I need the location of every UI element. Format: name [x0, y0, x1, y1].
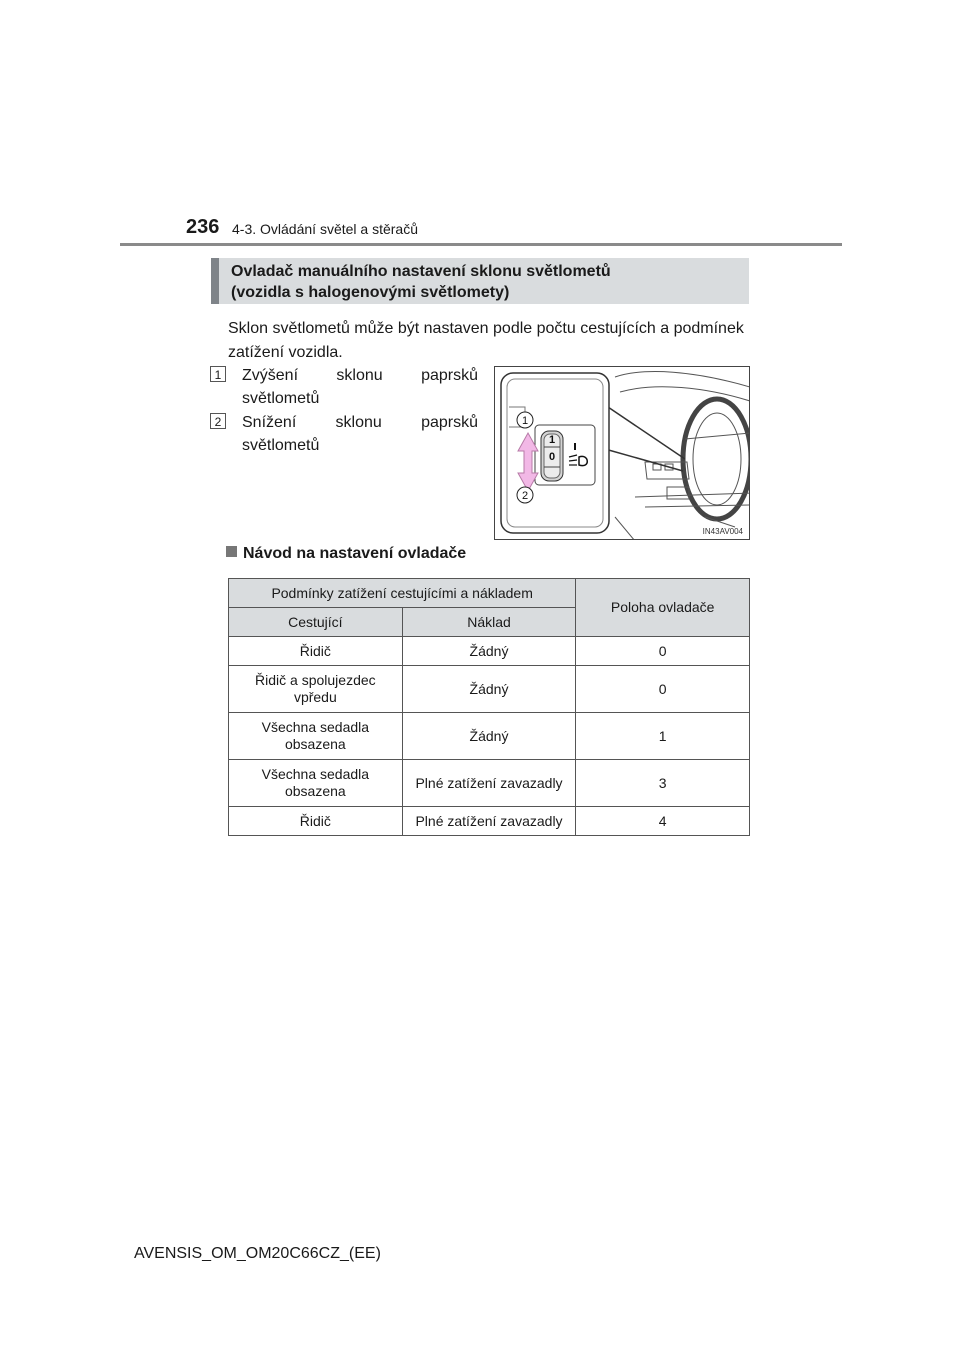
document-footer-code: AVENSIS_OM_OM20C66CZ_(EE)	[134, 1245, 381, 1262]
table-row	[229, 637, 750, 666]
section-title-box	[211, 258, 749, 304]
cell-cargo: Žádný	[402, 713, 576, 760]
table-row	[229, 713, 750, 760]
figure-callout-1: 1	[521, 415, 529, 427]
header-divider	[120, 243, 842, 246]
cell-cargo: Žádný	[402, 637, 576, 666]
cell-position: 1	[576, 713, 750, 760]
cell-position: 0	[576, 666, 750, 713]
cell-passengers: Řidič a spolujezdec vpředu	[229, 666, 403, 713]
cell-position: 4	[576, 807, 750, 836]
cell-passengers: Všechna sedadla obsazena	[229, 760, 403, 807]
table-row	[229, 760, 750, 807]
step-number: 1	[210, 366, 226, 382]
step-text: Zvýšení sklonu paprsků světlometů	[242, 367, 478, 407]
adjustment-guide-heading	[226, 545, 466, 563]
square-bullet-icon	[226, 546, 237, 557]
cell-position: 0	[576, 637, 750, 666]
table-header-passengers: Cestující	[229, 608, 403, 637]
illustration-drawing	[495, 367, 750, 540]
section-title-line-1: Ovladač manuálního nastavení sklonu světlometů	[231, 263, 611, 280]
cell-position: 3	[576, 760, 750, 807]
section-reference: 4-3. Ovládání světel a stěračů	[232, 221, 418, 237]
cell-cargo: Plné zatížení zavazadly	[402, 807, 576, 836]
dial-label-0: 0	[548, 451, 556, 463]
cell-cargo: Plné zatížení zavazadly	[402, 760, 576, 807]
table-header-cargo: Náklad	[402, 608, 576, 637]
cell-passengers: Všechna sedadla obsazena	[229, 713, 403, 760]
table-group-header: Podmínky zatížení cestujícími a nákladem	[229, 579, 576, 608]
table-header-position: Poloha ovladače	[576, 579, 750, 637]
section-title-line-2: (vozidla s halogenovými světlomety)	[231, 284, 510, 301]
cell-cargo: Žádný	[402, 666, 576, 713]
dial-label-1: 1	[548, 434, 556, 446]
page-number: 236	[186, 216, 220, 238]
cell-passengers: Řidič	[229, 807, 403, 836]
cell-passengers: Řidič	[229, 637, 403, 666]
load-conditions-table	[228, 578, 750, 836]
figure-code: IN43AV004	[702, 527, 743, 536]
figure-callout-2: 2	[521, 490, 529, 502]
headlight-leveling-dial-illustration	[494, 366, 750, 540]
intro-paragraph: Sklon světlometů může být nastaven podle počtu cestujících a podmínek zatížení vozidla.	[228, 320, 744, 361]
step-number: 2	[210, 413, 226, 429]
table-row	[229, 666, 750, 713]
step-text: Snížení sklonu paprsků světlometů	[242, 414, 478, 454]
adjustment-guide-heading-text: Návod na nastavení ovladače	[243, 545, 467, 562]
table-row	[229, 807, 750, 836]
